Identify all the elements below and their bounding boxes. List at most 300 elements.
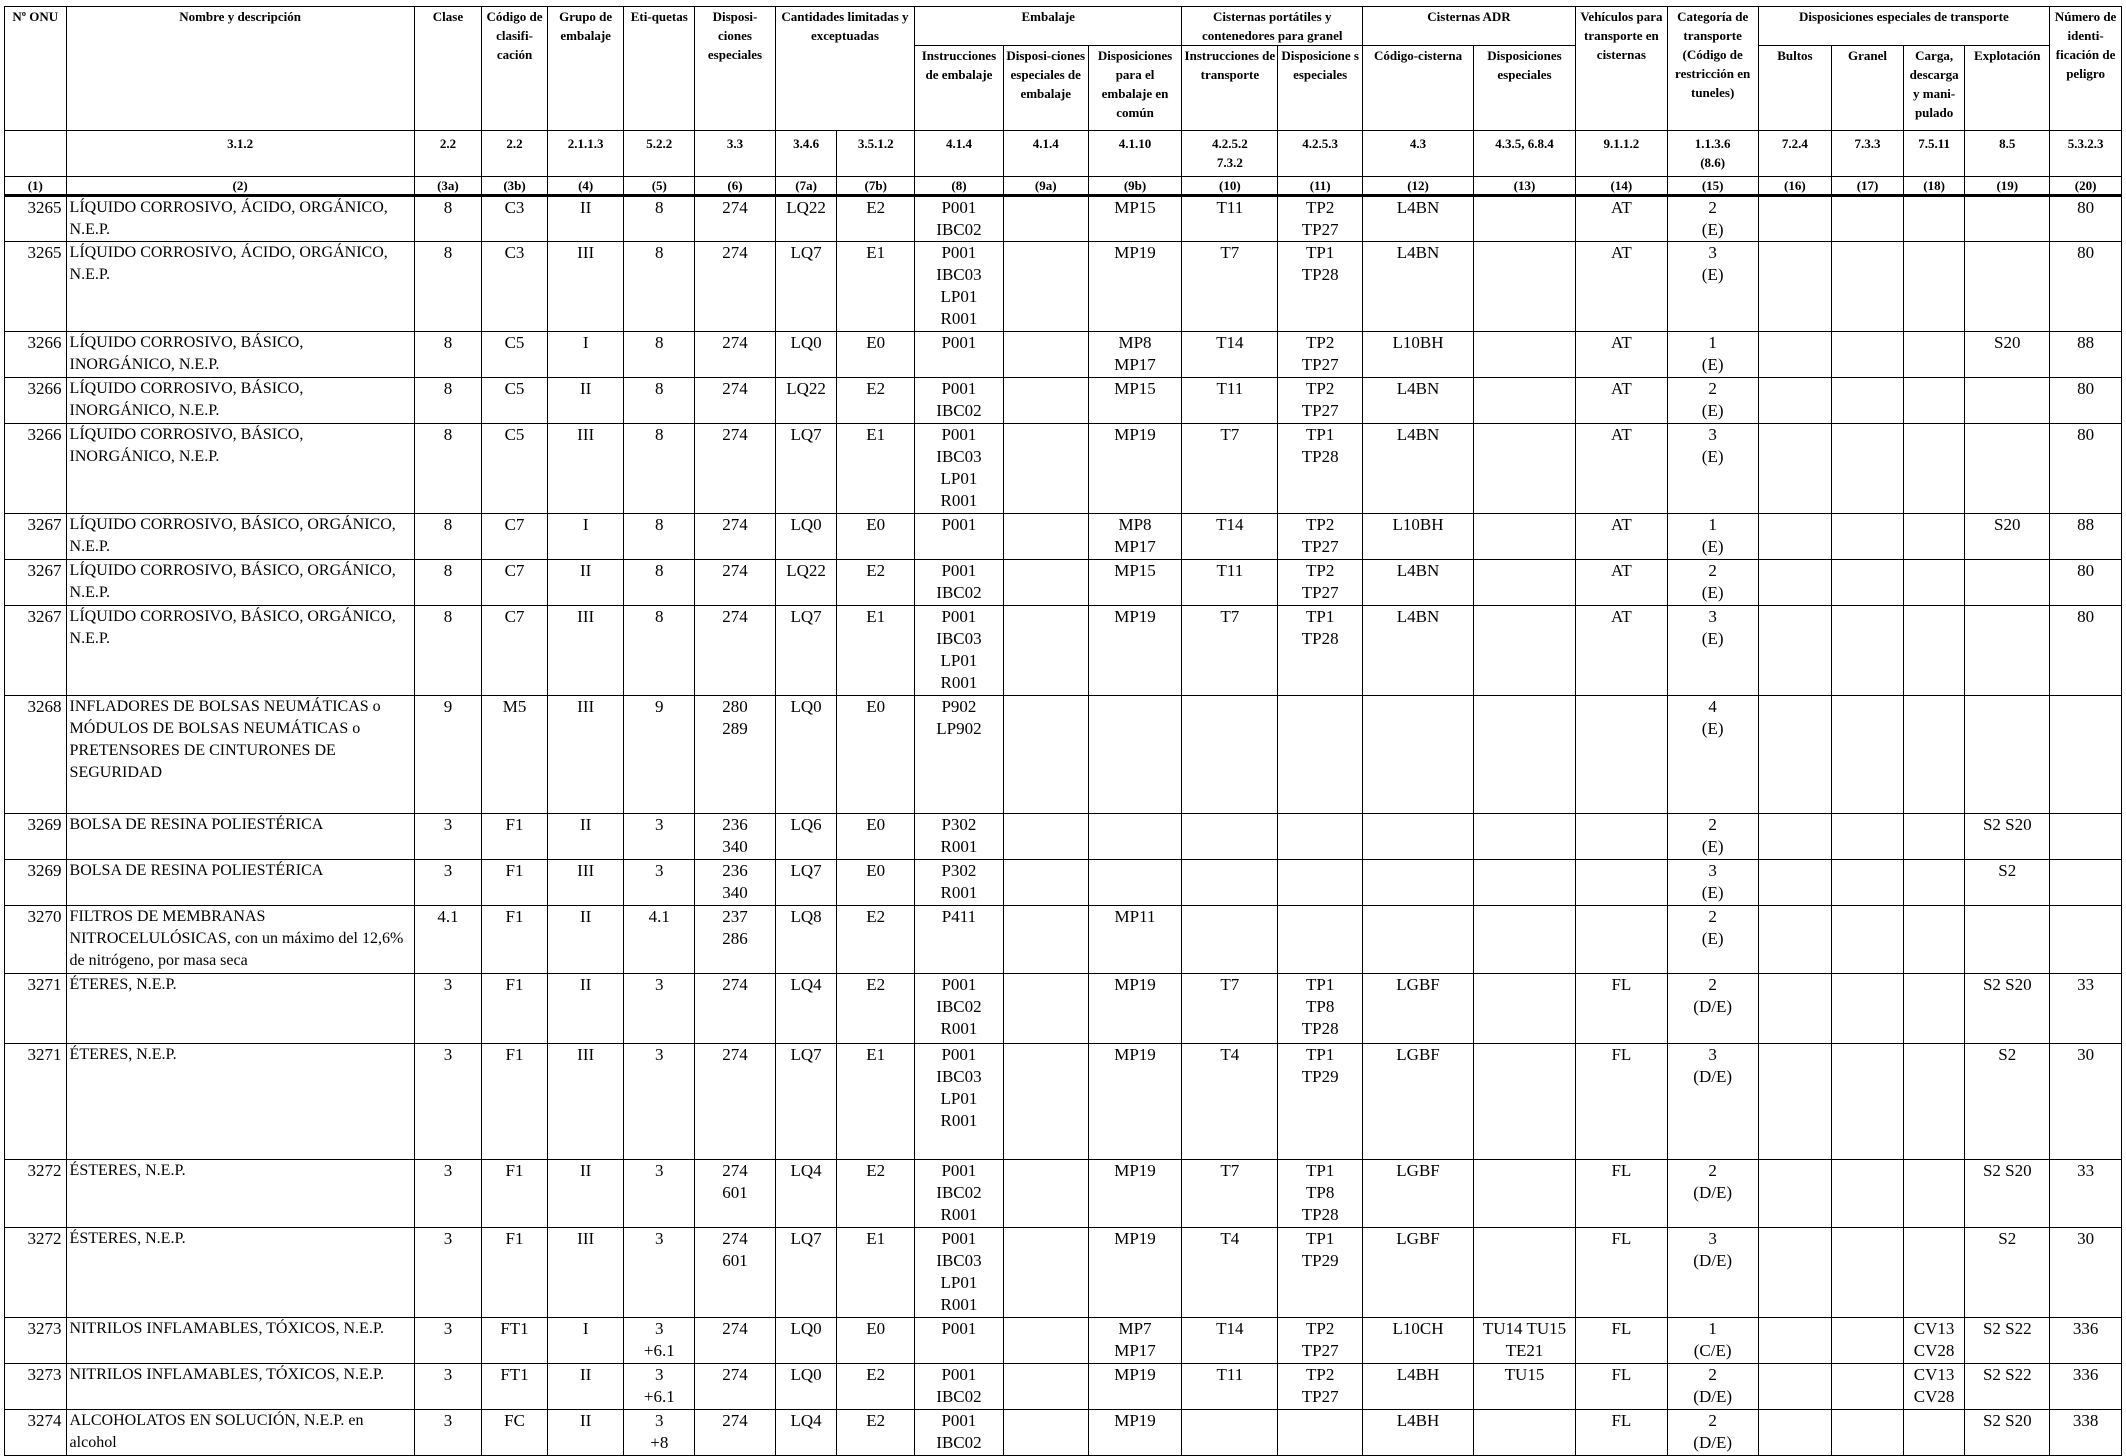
packages-cell bbox=[1758, 196, 1832, 242]
tank-special: TP1 TP29 bbox=[1278, 1044, 1363, 1160]
un-number: 3272 bbox=[5, 1228, 67, 1318]
packing-special bbox=[1003, 1044, 1088, 1160]
tank-special bbox=[1278, 906, 1363, 974]
operation-cell: S2 S22 bbox=[1965, 1318, 2050, 1364]
header-packaging: Embalaje bbox=[915, 7, 1182, 46]
operation-cell: S2 S22 bbox=[1965, 1364, 2050, 1410]
vehicle-cell bbox=[1575, 860, 1667, 906]
packages-cell bbox=[1758, 606, 1832, 696]
tank-instruction bbox=[1182, 696, 1278, 814]
limited-quantity: LQ0 bbox=[775, 696, 837, 814]
operation-cell bbox=[1965, 196, 2050, 242]
header-column-number: (17) bbox=[1832, 177, 1904, 196]
tank-special: TP2 TP27 bbox=[1278, 1364, 1363, 1410]
tank-code: LGBF bbox=[1363, 1228, 1474, 1318]
packing-group: II bbox=[547, 814, 624, 860]
vehicle-cell: AT bbox=[1575, 606, 1667, 696]
table-row bbox=[5, 696, 2122, 814]
special-provisions: 274 bbox=[695, 1410, 776, 1456]
vehicle-cell: AT bbox=[1575, 514, 1667, 560]
tank-code: L4BH bbox=[1363, 1410, 1474, 1456]
transport-category: 2 (E) bbox=[1667, 196, 1758, 242]
header-packing-instructions: Instrucciones de embalaje bbox=[915, 46, 1004, 131]
limited-quantity: LQ22 bbox=[775, 196, 837, 242]
special-provisions: 274 bbox=[695, 1318, 776, 1364]
labels-cell: 8 bbox=[624, 606, 695, 696]
bulk-cell bbox=[1832, 242, 1904, 332]
un-number: 3271 bbox=[5, 974, 67, 1044]
packing-special bbox=[1003, 424, 1088, 514]
table-row bbox=[5, 906, 2122, 974]
packing-special bbox=[1003, 560, 1088, 606]
tank-special bbox=[1278, 814, 1363, 860]
header-ref-cell: 9.1.1.2 bbox=[1575, 131, 1667, 177]
operation-cell: S20 bbox=[1965, 514, 2050, 560]
un-number: 3265 bbox=[5, 242, 67, 332]
hazard-number bbox=[2050, 860, 2122, 906]
class-cell: 8 bbox=[414, 514, 482, 560]
loading-cell bbox=[1903, 560, 1965, 606]
packages-cell bbox=[1758, 560, 1832, 606]
class-cell: 3 bbox=[414, 1410, 482, 1456]
bulk-cell bbox=[1832, 378, 1904, 424]
hazard-number: 33 bbox=[2050, 1160, 2122, 1228]
un-number: 3271 bbox=[5, 1044, 67, 1160]
class-cell: 8 bbox=[414, 560, 482, 606]
mixed-packing: MP7 MP17 bbox=[1088, 1318, 1182, 1364]
vehicle-cell bbox=[1575, 814, 1667, 860]
tank-provisions bbox=[1474, 974, 1576, 1044]
table-row bbox=[5, 514, 2122, 560]
tank-code: L10CH bbox=[1363, 1318, 1474, 1364]
tank-instruction: T14 bbox=[1182, 1318, 1278, 1364]
header-labels: Eti-quetas bbox=[624, 7, 695, 131]
packing-group: II bbox=[547, 560, 624, 606]
transport-category: 2 (D/E) bbox=[1667, 1160, 1758, 1228]
tank-special: TP1 TP28 bbox=[1278, 242, 1363, 332]
tank-provisions: TU14 TU15 TE21 bbox=[1474, 1318, 1576, 1364]
hazard-number: 80 bbox=[2050, 196, 2122, 242]
excepted-quantity: E0 bbox=[837, 514, 915, 560]
mixed-packing: MP15 bbox=[1088, 196, 1182, 242]
limited-quantity: LQ4 bbox=[775, 974, 837, 1044]
packing-special bbox=[1003, 1364, 1088, 1410]
header-transport-category: Categoría de transporte (Código de restricción en tuneles) bbox=[1667, 7, 1758, 131]
packing-special bbox=[1003, 906, 1088, 974]
table-header bbox=[5, 7, 2122, 196]
transport-category: 2 (E) bbox=[1667, 378, 1758, 424]
special-provisions: 274 bbox=[695, 332, 776, 378]
packing-group: II bbox=[547, 1410, 624, 1456]
header-column-number: (3b) bbox=[482, 177, 548, 196]
table-row bbox=[5, 606, 2122, 696]
packages-cell bbox=[1758, 1044, 1832, 1160]
vehicle-cell: FL bbox=[1575, 1044, 1667, 1160]
bulk-cell bbox=[1832, 696, 1904, 814]
loading-cell bbox=[1903, 606, 1965, 696]
bulk-cell bbox=[1832, 1160, 1904, 1228]
limited-quantity: LQ0 bbox=[775, 332, 837, 378]
un-number: 3266 bbox=[5, 332, 67, 378]
header-column-number: (4) bbox=[547, 177, 624, 196]
labels-cell: 9 bbox=[624, 696, 695, 814]
class-cell: 3 bbox=[414, 1318, 482, 1364]
header-ref-cell: 4.2.5.3 bbox=[1278, 131, 1363, 177]
special-provisions: 274 601 bbox=[695, 1228, 776, 1318]
transport-category: 3 (D/E) bbox=[1667, 1228, 1758, 1318]
tank-provisions bbox=[1474, 906, 1576, 974]
tank-special: TP1 TP8 TP28 bbox=[1278, 1160, 1363, 1228]
packing-group: II bbox=[547, 906, 624, 974]
transport-category: 2 (D/E) bbox=[1667, 974, 1758, 1044]
loading-cell bbox=[1903, 814, 1965, 860]
operation-cell: S2 S20 bbox=[1965, 814, 2050, 860]
tank-provisions bbox=[1474, 242, 1576, 332]
header-column-number: (1) bbox=[5, 177, 67, 196]
mixed-packing: MP19 bbox=[1088, 1410, 1182, 1456]
header-ref-cell: 3.3 bbox=[695, 131, 776, 177]
tank-provisions bbox=[1474, 378, 1576, 424]
tank-provisions bbox=[1474, 606, 1576, 696]
packing-group: II bbox=[547, 1364, 624, 1410]
operation-cell: S2 bbox=[1965, 1044, 2050, 1160]
labels-cell: 3 bbox=[624, 974, 695, 1044]
packing-instruction: P001 IBC03 LP01 R001 bbox=[915, 242, 1004, 332]
tank-code: LGBF bbox=[1363, 974, 1474, 1044]
un-number: 3268 bbox=[5, 696, 67, 814]
bulk-cell bbox=[1832, 424, 1904, 514]
bulk-cell bbox=[1832, 606, 1904, 696]
hazard-number: 80 bbox=[2050, 242, 2122, 332]
tank-special: TP1 TP28 bbox=[1278, 606, 1363, 696]
table-row bbox=[5, 378, 2122, 424]
packages-cell bbox=[1758, 1364, 1832, 1410]
excepted-quantity: E2 bbox=[837, 974, 915, 1044]
class-cell: 8 bbox=[414, 378, 482, 424]
tank-code: L4BN bbox=[1363, 606, 1474, 696]
vehicle-cell: FL bbox=[1575, 1228, 1667, 1318]
labels-cell: 3 bbox=[624, 860, 695, 906]
classification-code: M5 bbox=[482, 696, 548, 814]
tank-provisions bbox=[1474, 560, 1576, 606]
labels-cell: 3 bbox=[624, 1228, 695, 1318]
packing-special bbox=[1003, 1410, 1088, 1456]
tank-code bbox=[1363, 696, 1474, 814]
loading-cell bbox=[1903, 696, 1965, 814]
packing-instruction: P001 IBC02 bbox=[915, 1364, 1004, 1410]
tank-code: LGBF bbox=[1363, 1160, 1474, 1228]
tank-instruction: T4 bbox=[1182, 1228, 1278, 1318]
vehicle-cell: AT bbox=[1575, 560, 1667, 606]
un-number: 3267 bbox=[5, 560, 67, 606]
operation-cell: S2 S20 bbox=[1965, 1410, 2050, 1456]
header-ref-cell: 3.1.2 bbox=[66, 131, 414, 177]
packing-instruction: P001 IBC03 LP01 R001 bbox=[915, 424, 1004, 514]
vehicle-cell: AT bbox=[1575, 332, 1667, 378]
bulk-cell bbox=[1832, 1044, 1904, 1160]
excepted-quantity: E2 bbox=[837, 1410, 915, 1456]
tank-provisions bbox=[1474, 332, 1576, 378]
header-column-number: (14) bbox=[1575, 177, 1667, 196]
special-provisions: 274 bbox=[695, 424, 776, 514]
bulk-cell bbox=[1832, 1364, 1904, 1410]
header-hazard-number: Número de identi-ficación de peligro bbox=[2050, 7, 2122, 131]
un-number: 3273 bbox=[5, 1318, 67, 1364]
special-provisions: 274 bbox=[695, 1044, 776, 1160]
packing-group: II bbox=[547, 974, 624, 1044]
table-row bbox=[5, 1228, 2122, 1318]
tank-provisions bbox=[1474, 860, 1576, 906]
tank-instruction: T7 bbox=[1182, 424, 1278, 514]
header-column-number: (5) bbox=[624, 177, 695, 196]
packing-group: III bbox=[547, 696, 624, 814]
header-mixed-packing: Disposiciones para el embalaje en común bbox=[1088, 46, 1182, 131]
packing-instruction: P302 R001 bbox=[915, 814, 1004, 860]
header-ref-cell: 2.1.1.3 bbox=[547, 131, 624, 177]
header-column-number: (15) bbox=[1667, 177, 1758, 196]
header-column-number: (7a) bbox=[775, 177, 837, 196]
packing-special bbox=[1003, 1160, 1088, 1228]
tank-special: TP2 TP27 bbox=[1278, 378, 1363, 424]
packing-instruction: P001 bbox=[915, 1318, 1004, 1364]
class-cell: 4.1 bbox=[414, 906, 482, 974]
header-class: Clase bbox=[414, 7, 482, 131]
hazard-number: 336 bbox=[2050, 1364, 2122, 1410]
header-ref-cell: 3.4.6 bbox=[775, 131, 837, 177]
excepted-quantity: E0 bbox=[837, 696, 915, 814]
classification-code: C7 bbox=[482, 606, 548, 696]
tank-instruction: T11 bbox=[1182, 378, 1278, 424]
tank-code: L4BN bbox=[1363, 378, 1474, 424]
packing-instruction: P001 IBC02 bbox=[915, 378, 1004, 424]
transport-category: 2 (E) bbox=[1667, 814, 1758, 860]
packing-instruction: P001 IBC02 R001 bbox=[915, 974, 1004, 1044]
table-body bbox=[5, 196, 2122, 1456]
transport-category: 3 (E) bbox=[1667, 242, 1758, 332]
classification-code: C3 bbox=[482, 242, 548, 332]
tank-provisions bbox=[1474, 1160, 1576, 1228]
packing-group: III bbox=[547, 242, 624, 332]
substance-name: LÍQUIDO CORROSIVO, BÁSICO, ORGÁNICO, N.E.P. bbox=[66, 514, 414, 560]
tank-code bbox=[1363, 906, 1474, 974]
packing-special bbox=[1003, 606, 1088, 696]
tank-instruction bbox=[1182, 906, 1278, 974]
packing-instruction: P001 bbox=[915, 514, 1004, 560]
substance-name: LÍQUIDO CORROSIVO, ÁCIDO, ORGÁNICO, N.E.P. bbox=[66, 242, 414, 332]
substance-name: LÍQUIDO CORROSIVO, ÁCIDO, ORGÁNICO, N.E.P. bbox=[66, 196, 414, 242]
header-ref-cell: 7.2.4 bbox=[1758, 131, 1832, 177]
mixed-packing: MP19 bbox=[1088, 424, 1182, 514]
bulk-cell bbox=[1832, 906, 1904, 974]
tank-provisions bbox=[1474, 424, 1576, 514]
labels-cell: 8 bbox=[624, 242, 695, 332]
hazard-number bbox=[2050, 906, 2122, 974]
limited-quantity: LQ7 bbox=[775, 1228, 837, 1318]
operation-cell bbox=[1965, 696, 2050, 814]
tank-provisions bbox=[1474, 814, 1576, 860]
tank-special bbox=[1278, 696, 1363, 814]
hazard-number: 338 bbox=[2050, 1410, 2122, 1456]
tank-special: TP2 TP27 bbox=[1278, 1318, 1363, 1364]
header-name: Nombre y descripción bbox=[66, 7, 414, 131]
mixed-packing: MP15 bbox=[1088, 560, 1182, 606]
substance-name: LÍQUIDO CORROSIVO, BÁSICO, INORGÁNICO, N.E.P. bbox=[66, 424, 414, 514]
packing-special bbox=[1003, 814, 1088, 860]
vehicle-cell: FL bbox=[1575, 1160, 1667, 1228]
packing-instruction: P001 IBC02 bbox=[915, 196, 1004, 242]
packing-instruction: P902 LP902 bbox=[915, 696, 1004, 814]
header-limited-quantities: Cantidades limitadas y exceptuadas bbox=[775, 7, 914, 131]
header-un: Nº ONU bbox=[5, 7, 67, 131]
packing-group: III bbox=[547, 860, 624, 906]
header-ref-cell: 2.2 bbox=[414, 131, 482, 177]
transport-category: 4 (E) bbox=[1667, 696, 1758, 814]
un-number: 3267 bbox=[5, 514, 67, 560]
packing-special bbox=[1003, 860, 1088, 906]
substance-name: BOLSA DE RESINA POLIESTÉRICA bbox=[66, 860, 414, 906]
table-row bbox=[5, 1410, 2122, 1456]
tank-provisions bbox=[1474, 696, 1576, 814]
hazard-number bbox=[2050, 696, 2122, 814]
classification-code: C7 bbox=[482, 514, 548, 560]
vehicle-cell: AT bbox=[1575, 242, 1667, 332]
labels-cell: 8 bbox=[624, 424, 695, 514]
loading-cell bbox=[1903, 1044, 1965, 1160]
un-number: 3269 bbox=[5, 814, 67, 860]
limited-quantity: LQ0 bbox=[775, 1364, 837, 1410]
operation-cell bbox=[1965, 242, 2050, 332]
tank-instruction: T14 bbox=[1182, 332, 1278, 378]
mixed-packing: MP8 MP17 bbox=[1088, 514, 1182, 560]
bulk-cell bbox=[1832, 196, 1904, 242]
classification-code: F1 bbox=[482, 1044, 548, 1160]
class-cell: 3 bbox=[414, 1228, 482, 1318]
class-cell: 3 bbox=[414, 1160, 482, 1228]
packing-special bbox=[1003, 332, 1088, 378]
table-row bbox=[5, 332, 2122, 378]
header-ref-cell: 7.5.11 bbox=[1903, 131, 1965, 177]
table-row bbox=[5, 1364, 2122, 1410]
excepted-quantity: E2 bbox=[837, 378, 915, 424]
tank-code: L4BH bbox=[1363, 1364, 1474, 1410]
labels-cell: 3 +8 bbox=[624, 1410, 695, 1456]
header-ref-cell: 4.2.5.2 7.3.2 bbox=[1182, 131, 1278, 177]
packages-cell bbox=[1758, 1410, 1832, 1456]
loading-cell bbox=[1903, 196, 1965, 242]
transport-category: 2 (D/E) bbox=[1667, 1364, 1758, 1410]
mixed-packing: MP19 bbox=[1088, 1160, 1182, 1228]
class-cell: 9 bbox=[414, 696, 482, 814]
class-cell: 3 bbox=[414, 974, 482, 1044]
packing-instruction: P001 IBC02 R001 bbox=[915, 1160, 1004, 1228]
mixed-packing: MP19 bbox=[1088, 606, 1182, 696]
classification-code: F1 bbox=[482, 860, 548, 906]
class-cell: 3 bbox=[414, 1044, 482, 1160]
classification-code: FT1 bbox=[482, 1318, 548, 1364]
tank-instruction bbox=[1182, 1410, 1278, 1456]
limited-quantity: LQ22 bbox=[775, 378, 837, 424]
hazard-number: 80 bbox=[2050, 378, 2122, 424]
header-adr-tanks: Cisternas ADR bbox=[1363, 7, 1576, 46]
header-code: Código de clasifi-cación bbox=[482, 7, 548, 131]
header-ref-cell: 2.2 bbox=[482, 131, 548, 177]
bulk-cell bbox=[1832, 332, 1904, 378]
operation-cell bbox=[1965, 424, 2050, 514]
vehicle-cell: AT bbox=[1575, 378, 1667, 424]
header-special-provisions: Disposi-ciones especiales bbox=[695, 7, 776, 131]
tank-instruction: T11 bbox=[1182, 196, 1278, 242]
hazard-number: 80 bbox=[2050, 424, 2122, 514]
excepted-quantity: E1 bbox=[837, 1228, 915, 1318]
mixed-packing: MP15 bbox=[1088, 378, 1182, 424]
operation-cell bbox=[1965, 906, 2050, 974]
mixed-packing bbox=[1088, 696, 1182, 814]
table-row bbox=[5, 242, 2122, 332]
substance-name: LÍQUIDO CORROSIVO, BÁSICO, INORGÁNICO, N.E.P. bbox=[66, 378, 414, 424]
packing-group: III bbox=[547, 1044, 624, 1160]
mixed-packing: MP19 bbox=[1088, 1364, 1182, 1410]
packing-group: II bbox=[547, 378, 624, 424]
special-provisions: 274 bbox=[695, 1364, 776, 1410]
tank-code: L4BN bbox=[1363, 196, 1474, 242]
special-provisions: 274 bbox=[695, 378, 776, 424]
limited-quantity: LQ0 bbox=[775, 1318, 837, 1364]
tank-instruction: T14 bbox=[1182, 514, 1278, 560]
vehicle-cell: AT bbox=[1575, 196, 1667, 242]
packages-cell bbox=[1758, 814, 1832, 860]
transport-category: 1 (E) bbox=[1667, 514, 1758, 560]
tank-instruction: T7 bbox=[1182, 242, 1278, 332]
tank-code: L10BH bbox=[1363, 514, 1474, 560]
classification-code: FT1 bbox=[482, 1364, 548, 1410]
header-ref-cell: 3.5.1.2 bbox=[837, 131, 915, 177]
packing-instruction: P001 IBC02 bbox=[915, 1410, 1004, 1456]
header-column-number: (8) bbox=[915, 177, 1004, 196]
special-provisions: 236 340 bbox=[695, 814, 776, 860]
transport-category: 3 (E) bbox=[1667, 424, 1758, 514]
header-portable-tanks: Cisternas portátiles y contenedores para granel bbox=[1182, 7, 1363, 46]
un-number: 3274 bbox=[5, 1410, 67, 1456]
excepted-quantity: E2 bbox=[837, 560, 915, 606]
header-ref-cell: 1.1.3.6 (8.6) bbox=[1667, 131, 1758, 177]
tank-instruction: T7 bbox=[1182, 1160, 1278, 1228]
classification-code: C5 bbox=[482, 424, 548, 514]
limited-quantity: LQ7 bbox=[775, 424, 837, 514]
un-number: 3270 bbox=[5, 906, 67, 974]
packing-special bbox=[1003, 514, 1088, 560]
operation-cell: S2 S20 bbox=[1965, 974, 2050, 1044]
header-ref-cell: 4.1.4 bbox=[915, 131, 1004, 177]
packing-special bbox=[1003, 1318, 1088, 1364]
special-provisions: 274 bbox=[695, 242, 776, 332]
excepted-quantity: E1 bbox=[837, 606, 915, 696]
un-number: 3266 bbox=[5, 378, 67, 424]
vehicle-cell bbox=[1575, 696, 1667, 814]
header-ref-cell: 5.3.2.3 bbox=[2050, 131, 2122, 177]
header-ref-cell: 5.2.2 bbox=[624, 131, 695, 177]
tank-provisions bbox=[1474, 514, 1576, 560]
packing-group: II bbox=[547, 196, 624, 242]
packing-group: I bbox=[547, 514, 624, 560]
header-column-number: (18) bbox=[1903, 177, 1965, 196]
packages-cell bbox=[1758, 974, 1832, 1044]
operation-cell: S2 bbox=[1965, 860, 2050, 906]
header-ref-cell: 4.1.10 bbox=[1088, 131, 1182, 177]
un-number: 3265 bbox=[5, 196, 67, 242]
excepted-quantity: E2 bbox=[837, 906, 915, 974]
tank-code: L10BH bbox=[1363, 332, 1474, 378]
limited-quantity: LQ4 bbox=[775, 1160, 837, 1228]
